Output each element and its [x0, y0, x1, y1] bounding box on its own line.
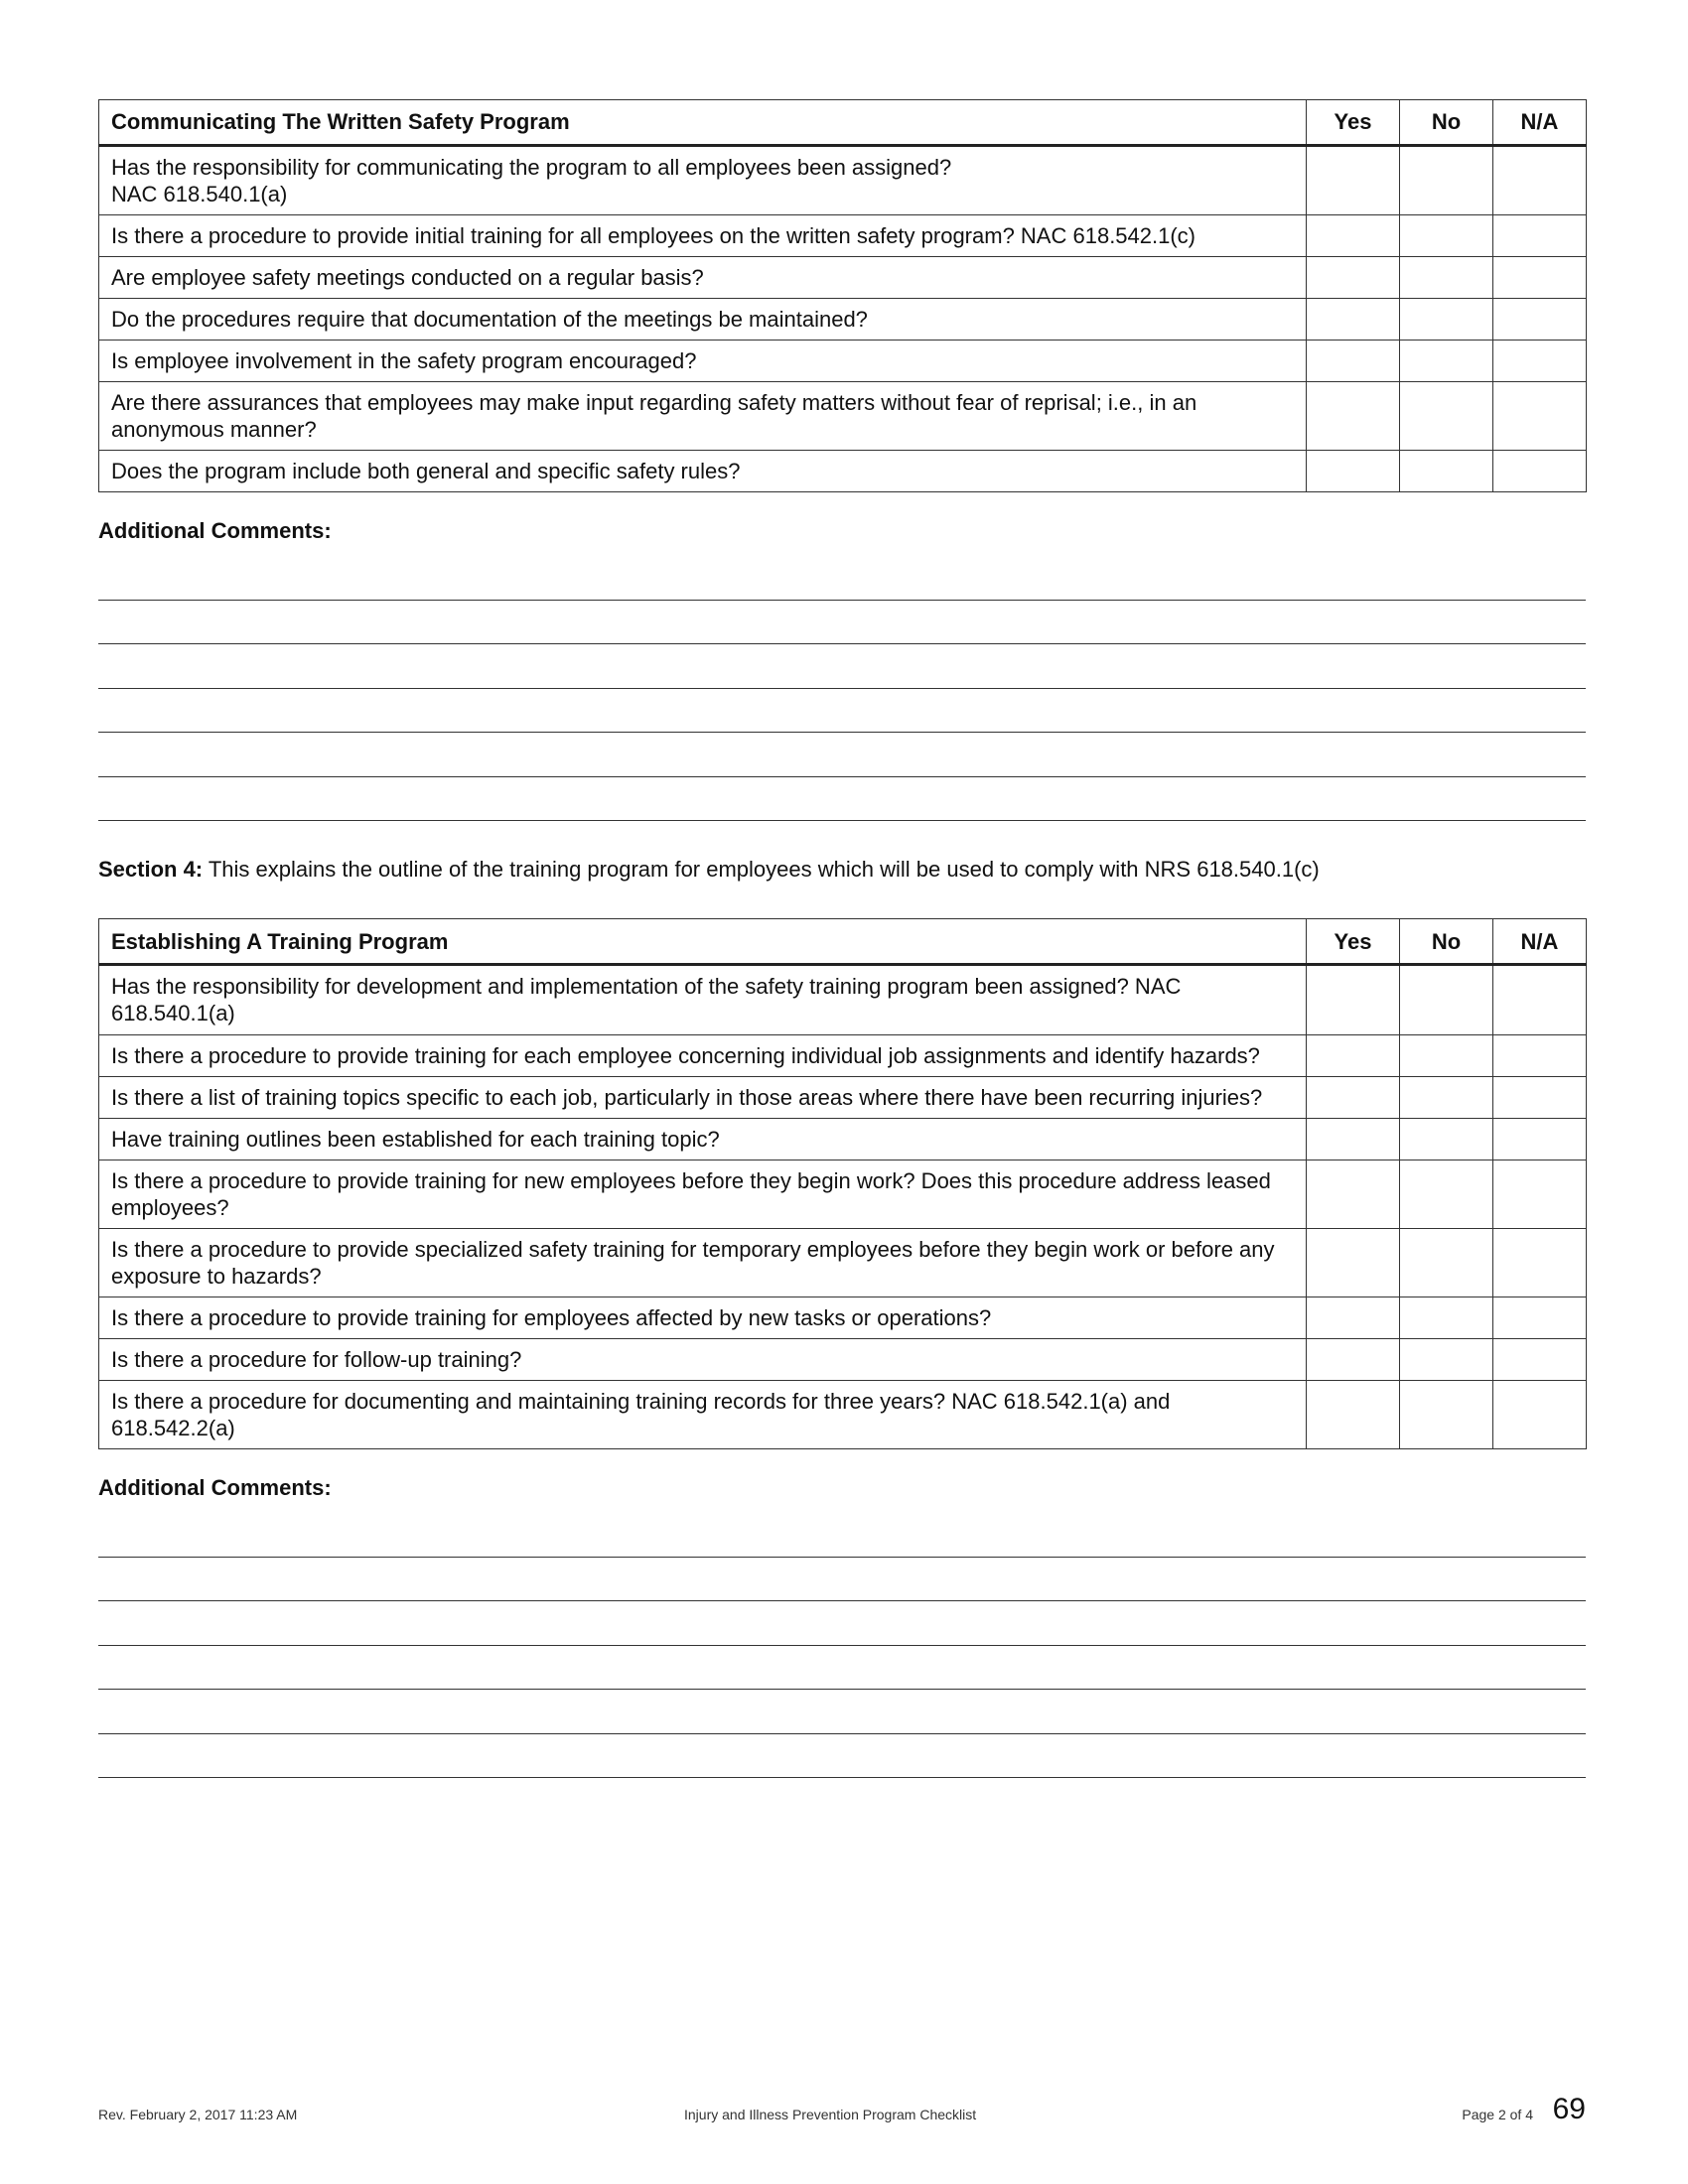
section-4-label: Section 4:	[98, 857, 204, 883]
question-text: Is there a procedure for follow-up training?	[99, 1338, 1307, 1380]
comment-line[interactable]	[98, 1734, 1586, 1779]
section-4-intro	[98, 857, 1586, 883]
additional-comments-area[interactable]	[98, 556, 1586, 821]
table-row	[99, 1228, 1587, 1297]
additional-comments-label: Additional Comments:	[98, 1475, 332, 1501]
no-answer-cell[interactable]	[1400, 1228, 1493, 1297]
table-row	[99, 146, 1587, 215]
table-row	[99, 1380, 1587, 1448]
comment-line[interactable]	[98, 556, 1586, 601]
question-line: NAC 618.540.1(a)	[111, 182, 288, 207]
comment-line[interactable]	[98, 1558, 1586, 1602]
table-title: Communicating The Written Safety Program	[99, 100, 1307, 146]
question-text: Is there a procedure to provide specialized safety training for temporary employees before they begin work or before any exposure to hazards?	[99, 1228, 1307, 1297]
yes-answer-cell[interactable]	[1307, 146, 1400, 215]
question-text: Is there a procedure to provide training for employees affected by new tasks or operations?	[99, 1297, 1307, 1338]
question-text: Is there a list of training topics specific to each job, particularly in those areas where there have been recurring injuries?	[99, 1076, 1307, 1118]
question-text: Is there a procedure to provide training for each employee concerning individual job assignments and identify hazards?	[99, 1034, 1307, 1076]
table-row	[99, 1076, 1587, 1118]
table-row	[99, 382, 1587, 451]
na-answer-cell[interactable]	[1493, 1034, 1587, 1076]
table-row	[99, 451, 1587, 492]
no-answer-cell[interactable]	[1400, 1338, 1493, 1380]
table-row	[99, 257, 1587, 299]
na-answer-cell[interactable]	[1493, 1160, 1587, 1228]
question-text: Are employee safety meetings conducted on a regular basis?	[99, 257, 1307, 299]
comment-line[interactable]	[98, 777, 1586, 822]
no-column-header: No	[1400, 919, 1493, 965]
no-answer-cell[interactable]	[1400, 1297, 1493, 1338]
na-answer-cell[interactable]	[1493, 215, 1587, 257]
comment-line[interactable]	[98, 1601, 1586, 1646]
yes-answer-cell[interactable]	[1307, 1380, 1400, 1448]
no-answer-cell[interactable]	[1400, 1380, 1493, 1448]
question-text: Are there assurances that employees may make input regarding safety matters without fear of reprisal; i.e., in an anonymous manner?	[99, 382, 1307, 451]
no-answer-cell[interactable]	[1400, 299, 1493, 341]
na-answer-cell[interactable]	[1493, 1076, 1587, 1118]
table-row	[99, 1160, 1587, 1228]
table-row	[99, 1297, 1587, 1338]
question-text: Is there a procedure for documenting and maintaining training records for three years? NAC 618.542.1(a) and 618.542.2(a)	[99, 1380, 1307, 1448]
na-answer-cell[interactable]	[1493, 341, 1587, 382]
question-text: Has the responsibility for development and implementation of the safety training program been assigned? NAC 618.540.1(a)	[99, 965, 1307, 1034]
yes-answer-cell[interactable]	[1307, 1228, 1400, 1297]
yes-answer-cell[interactable]	[1307, 1297, 1400, 1338]
comment-line[interactable]	[98, 689, 1586, 734]
yes-answer-cell[interactable]	[1307, 257, 1400, 299]
checklist-page	[98, 99, 1586, 1778]
table-row	[99, 965, 1587, 1034]
page-number: 69	[1552, 2093, 1586, 2125]
na-answer-cell[interactable]	[1493, 382, 1587, 451]
yes-answer-cell[interactable]	[1307, 451, 1400, 492]
table-row	[99, 215, 1587, 257]
na-answer-cell[interactable]	[1493, 1118, 1587, 1160]
no-answer-cell[interactable]	[1400, 215, 1493, 257]
na-answer-cell[interactable]	[1493, 1228, 1587, 1297]
comment-line[interactable]	[98, 1646, 1586, 1691]
na-column-header: N/A	[1493, 100, 1587, 146]
table-title: Establishing A Training Program	[99, 919, 1307, 965]
question-text: Is there a procedure to provide initial training for all employees on the written safety program? NAC 618.542.1(c)	[99, 215, 1307, 257]
yes-answer-cell[interactable]	[1307, 965, 1400, 1034]
no-answer-cell[interactable]	[1400, 1160, 1493, 1228]
no-answer-cell[interactable]	[1400, 257, 1493, 299]
comment-line[interactable]	[98, 1513, 1586, 1558]
yes-answer-cell[interactable]	[1307, 382, 1400, 451]
yes-answer-cell[interactable]	[1307, 341, 1400, 382]
yes-answer-cell[interactable]	[1307, 299, 1400, 341]
na-answer-cell[interactable]	[1493, 965, 1587, 1034]
na-answer-cell[interactable]	[1493, 1297, 1587, 1338]
table-row	[99, 299, 1587, 341]
na-answer-cell[interactable]	[1493, 146, 1587, 215]
question-text: Is employee involvement in the safety program encouraged?	[99, 341, 1307, 382]
page-indicator: Page 2 of 4	[1462, 2107, 1533, 2122]
yes-column-header: Yes	[1307, 919, 1400, 965]
question-text: Have training outlines been established for each training topic?	[99, 1118, 1307, 1160]
question-line: Has the responsibility for communicating the program to all employees been assigned?	[111, 155, 952, 180]
page-footer	[98, 2093, 1586, 2132]
table-header-row	[99, 100, 1587, 146]
yes-answer-cell[interactable]	[1307, 1160, 1400, 1228]
table-row	[99, 1034, 1587, 1076]
additional-comments-label: Additional Comments:	[98, 518, 332, 544]
no-answer-cell[interactable]	[1400, 965, 1493, 1034]
comment-line[interactable]	[98, 644, 1586, 689]
na-answer-cell[interactable]	[1493, 299, 1587, 341]
question-text	[99, 146, 1307, 215]
revision-date: Rev. February 2, 2017 11:23 AM	[98, 2107, 298, 2122]
yes-answer-cell[interactable]	[1307, 215, 1400, 257]
yes-answer-cell[interactable]	[1307, 1034, 1400, 1076]
yes-answer-cell[interactable]	[1307, 1118, 1400, 1160]
question-text: Is there a procedure to provide training for new employees before they begin work? Does this procedure address leased employees?	[99, 1160, 1307, 1228]
na-column-header: N/A	[1493, 919, 1587, 965]
yes-column-header: Yes	[1307, 100, 1400, 146]
question-text: Do the procedures require that documentation of the meetings be maintained?	[99, 299, 1307, 341]
section-4-description: This explains the outline of the training program for employees which will be used to comply with NRS 618.540.1(c)	[203, 857, 1320, 883]
communicating-program-table	[98, 99, 1587, 492]
comment-line[interactable]	[98, 601, 1586, 645]
no-answer-cell[interactable]	[1400, 1118, 1493, 1160]
table-row	[99, 341, 1587, 382]
na-answer-cell[interactable]	[1493, 451, 1587, 492]
no-answer-cell[interactable]	[1400, 382, 1493, 451]
na-answer-cell[interactable]	[1493, 1380, 1587, 1448]
comment-line[interactable]	[98, 733, 1586, 777]
document-title: Injury and Illness Prevention Program Checklist	[684, 2107, 977, 2122]
comment-line[interactable]	[98, 1690, 1586, 1734]
no-answer-cell[interactable]	[1400, 1076, 1493, 1118]
no-answer-cell[interactable]	[1400, 451, 1493, 492]
no-answer-cell[interactable]	[1400, 341, 1493, 382]
no-answer-cell[interactable]	[1400, 1034, 1493, 1076]
no-answer-cell[interactable]	[1400, 146, 1493, 215]
table-row	[99, 1118, 1587, 1160]
table-row	[99, 1338, 1587, 1380]
na-answer-cell[interactable]	[1493, 257, 1587, 299]
yes-answer-cell[interactable]	[1307, 1338, 1400, 1380]
table-header-row	[99, 919, 1587, 965]
no-column-header: No	[1400, 100, 1493, 146]
question-text: Does the program include both general and specific safety rules?	[99, 451, 1307, 492]
additional-comments-area[interactable]	[98, 1513, 1586, 1778]
training-program-table	[98, 918, 1587, 1449]
na-answer-cell[interactable]	[1493, 1338, 1587, 1380]
yes-answer-cell[interactable]	[1307, 1076, 1400, 1118]
